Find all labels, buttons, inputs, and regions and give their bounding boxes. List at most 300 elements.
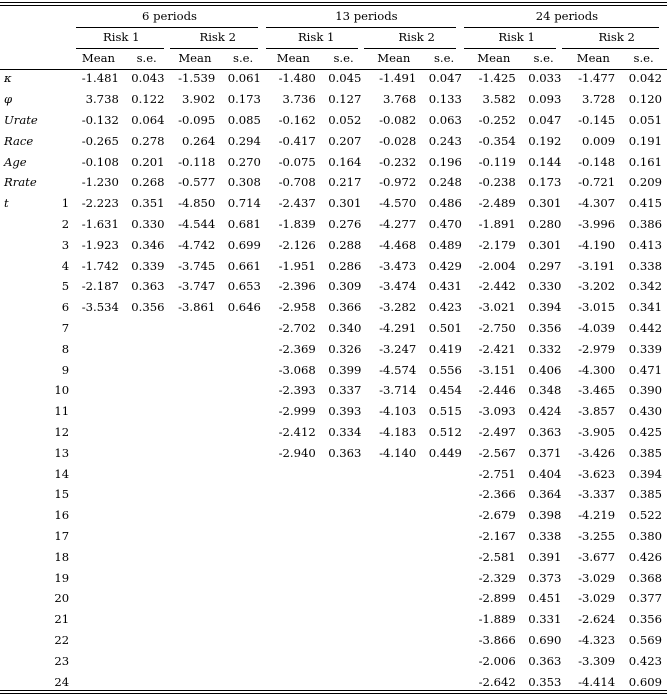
mean-cell: -3.309 (578, 653, 616, 668)
risk-underline (266, 48, 358, 49)
mean-cell: -2.437 (278, 196, 316, 211)
risk-header: Risk 1 (297, 29, 335, 44)
row-label (0, 609, 43, 630)
mean-cell: -4.574 (379, 362, 417, 377)
mean-cell: -3.093 (478, 404, 516, 419)
mean-cell: -0.972 (379, 175, 417, 190)
mean-cell: -3.623 (578, 466, 616, 481)
se-cell (124, 505, 170, 526)
se-cell: 0.047 (528, 112, 562, 127)
se-cell: 0.377 (628, 591, 662, 606)
se-cell: 0.243 (428, 133, 462, 148)
period-index: 16 (54, 508, 70, 523)
se-cell: 0.380 (628, 528, 662, 543)
se-cell: 0.394 (628, 466, 662, 481)
column-header-row (0, 48, 667, 69)
risk-header: Risk 2 (598, 29, 635, 44)
mean-cell (366, 505, 421, 526)
mean-cell (73, 651, 124, 672)
mean-cell: -2.396 (278, 279, 316, 294)
row-label (0, 318, 43, 339)
se-cell: 0.390 (628, 383, 662, 398)
table-row (0, 380, 667, 401)
mean-cell: -1.491 (379, 71, 417, 86)
estimates-table (0, 6, 667, 692)
mean-cell (73, 630, 124, 651)
se-cell: 0.398 (528, 508, 562, 523)
group-header-row (0, 6, 667, 27)
se-cell: 0.661 (227, 258, 261, 273)
row-label (0, 630, 43, 651)
se-cell: 0.363 (131, 279, 165, 294)
table-row (0, 568, 667, 589)
mean-cell: -3.747 (178, 279, 216, 294)
mean-cell: -0.577 (178, 175, 216, 190)
period-index: 9 (61, 362, 70, 377)
se-cell (220, 609, 266, 630)
mean-cell: 3.768 (383, 92, 417, 107)
table-row (0, 339, 667, 360)
mean-cell: -2.004 (478, 258, 516, 273)
row-label (0, 235, 43, 256)
table-row (0, 422, 667, 443)
mean-cell (366, 526, 421, 547)
row-label (0, 380, 43, 401)
table-row (0, 360, 667, 381)
bottom-rule (0, 690, 667, 691)
row-label (0, 360, 43, 381)
se-column-header: s.e. (533, 50, 554, 65)
se-cell: 0.371 (528, 445, 562, 460)
mean-cell (73, 380, 124, 401)
se-cell (220, 443, 266, 464)
se-cell: 0.288 (328, 237, 362, 252)
se-cell (421, 568, 467, 589)
se-cell: 0.339 (628, 341, 662, 356)
mean-cell (73, 443, 124, 464)
se-cell: 0.301 (328, 196, 362, 211)
mean-cell: -2.442 (478, 279, 516, 294)
mean-cell: -2.412 (278, 424, 316, 439)
se-cell: 0.419 (428, 341, 462, 356)
se-cell: 0.301 (528, 196, 562, 211)
row-label (0, 339, 43, 360)
header-rule (0, 69, 667, 70)
mean-column-header: Mean (576, 50, 610, 65)
row-label (0, 484, 43, 505)
se-cell: 0.363 (328, 445, 362, 460)
se-cell: 0.042 (628, 71, 662, 86)
group-underline (76, 27, 258, 28)
se-cell: 0.356 (628, 612, 662, 627)
mean-cell: -2.581 (478, 549, 516, 564)
mean-cell: -0.238 (478, 175, 516, 190)
se-cell: 0.646 (227, 300, 261, 315)
table-row (0, 152, 667, 173)
table-row (0, 297, 667, 318)
se-cell: 0.297 (528, 258, 562, 273)
mean-cell: -4.742 (178, 237, 216, 252)
se-cell: 0.373 (528, 570, 562, 585)
se-cell: 0.217 (328, 175, 362, 190)
row-label (0, 401, 43, 422)
mean-cell: 0.009 (581, 133, 616, 148)
mean-cell (73, 464, 124, 485)
se-cell: 0.394 (528, 300, 562, 315)
mean-cell: -4.277 (379, 216, 417, 231)
mean-cell: -3.677 (578, 549, 616, 564)
mean-cell: -2.567 (478, 445, 516, 460)
mean-cell: -2.393 (278, 383, 316, 398)
corner-cell (0, 6, 43, 27)
mean-cell: -2.702 (278, 320, 316, 335)
mean-cell: -1.631 (81, 216, 119, 231)
table-row (0, 609, 667, 630)
se-cell: 0.393 (328, 404, 362, 419)
se-cell: 0.425 (628, 424, 662, 439)
mean-cell (170, 505, 221, 526)
se-cell (321, 609, 367, 630)
period-index: 10 (54, 383, 70, 398)
period-index (43, 131, 73, 152)
mean-cell: -1.480 (278, 71, 316, 86)
mean-cell: -0.252 (478, 112, 516, 127)
se-cell: 0.522 (628, 508, 662, 523)
se-cell: 0.122 (131, 92, 165, 107)
mean-cell: 0.264 (182, 133, 216, 148)
mean-cell (266, 464, 321, 485)
row-label (0, 214, 43, 235)
se-cell (220, 484, 266, 505)
mean-cell (266, 588, 321, 609)
mean-cell (266, 547, 321, 568)
se-cell (321, 588, 367, 609)
row-label: Urate (4, 112, 38, 127)
se-cell: 0.191 (628, 133, 662, 148)
mean-cell: -4.219 (578, 508, 616, 523)
se-cell (421, 547, 467, 568)
se-cell: 0.120 (628, 92, 662, 107)
mean-cell: -3.151 (478, 362, 516, 377)
mean-cell: -2.999 (278, 404, 316, 419)
se-cell: 0.681 (227, 216, 261, 231)
se-cell: 0.364 (528, 487, 562, 502)
mean-cell (366, 609, 421, 630)
se-cell: 0.278 (131, 133, 165, 148)
risk-header: Risk 1 (498, 29, 535, 44)
table-row (0, 484, 667, 505)
mean-cell (366, 547, 421, 568)
se-cell: 0.356 (131, 300, 165, 315)
mean-cell: -4.291 (379, 320, 417, 335)
se-cell (321, 484, 367, 505)
mean-cell: -3.068 (278, 362, 316, 377)
mean-cell: -0.132 (81, 112, 119, 127)
period-index: 8 (61, 341, 70, 356)
se-cell: 0.061 (227, 71, 261, 86)
se-cell: 0.051 (628, 112, 662, 127)
mean-cell: -2.624 (578, 612, 616, 627)
mean-cell (73, 401, 124, 422)
table-row (0, 131, 667, 152)
mean-cell: -4.307 (578, 196, 616, 211)
se-cell (124, 484, 170, 505)
mean-cell: -2.223 (81, 196, 119, 211)
mean-cell: -0.162 (278, 112, 316, 127)
se-cell: 0.569 (628, 632, 662, 647)
se-cell: 0.356 (528, 320, 562, 335)
mean-cell: -3.465 (578, 383, 616, 398)
mean-cell (73, 526, 124, 547)
se-cell (220, 464, 266, 485)
se-cell (220, 422, 266, 443)
mean-cell (266, 505, 321, 526)
period-index: 20 (54, 591, 70, 606)
period-index: 17 (54, 528, 70, 543)
mean-cell (170, 630, 221, 651)
se-cell: 0.489 (428, 237, 462, 252)
period-index: 11 (54, 404, 70, 419)
mean-cell: -4.850 (178, 196, 216, 211)
se-cell (220, 651, 266, 672)
table-row (0, 443, 667, 464)
mean-cell: 3.902 (182, 92, 216, 107)
se-cell: 0.052 (328, 112, 362, 127)
se-column-header: s.e. (433, 50, 455, 65)
se-cell: 0.699 (227, 237, 261, 252)
se-cell: 0.308 (227, 175, 261, 190)
mean-cell: -0.028 (379, 133, 417, 148)
top-rule (0, 2, 667, 3)
se-cell: 0.609 (628, 674, 662, 689)
se-cell: 0.348 (528, 383, 562, 398)
mean-cell (170, 360, 221, 381)
se-cell: 0.454 (428, 383, 462, 398)
mean-cell: 3.736 (282, 92, 316, 107)
mean-cell: -1.539 (178, 71, 216, 86)
table-row (0, 630, 667, 651)
mean-cell: -0.095 (178, 112, 216, 127)
mean-cell: -1.742 (81, 258, 119, 273)
table-row (0, 526, 667, 547)
se-cell: 0.512 (428, 424, 462, 439)
se-cell: 0.501 (428, 320, 462, 335)
mean-cell (366, 484, 421, 505)
mean-cell: -0.721 (578, 175, 616, 190)
mean-cell: -3.426 (578, 445, 616, 460)
se-cell: 0.556 (428, 362, 462, 377)
mean-cell (170, 422, 221, 443)
se-cell (124, 526, 170, 547)
se-cell: 0.209 (628, 175, 662, 190)
se-cell: 0.471 (628, 362, 662, 377)
se-cell: 0.470 (428, 216, 462, 231)
se-cell: 0.368 (628, 570, 662, 585)
se-cell: 0.406 (528, 362, 562, 377)
mean-cell: -4.190 (578, 237, 616, 252)
se-cell: 0.093 (528, 92, 562, 107)
period-index: 21 (54, 612, 70, 627)
period-index: 4 (61, 258, 70, 273)
se-cell: 0.385 (628, 487, 662, 502)
mean-cell (73, 360, 124, 381)
se-cell: 0.196 (428, 154, 462, 169)
se-cell (220, 360, 266, 381)
period-index (43, 172, 73, 193)
mean-cell (170, 526, 221, 547)
se-cell: 0.280 (528, 216, 562, 231)
se-cell: 0.276 (328, 216, 362, 231)
mean-cell: -4.468 (379, 237, 417, 252)
se-cell: 0.192 (528, 133, 562, 148)
se-cell (124, 318, 170, 339)
table-row (0, 401, 667, 422)
mean-cell: -0.354 (478, 133, 516, 148)
se-cell (421, 630, 467, 651)
mean-cell: -3.015 (578, 300, 616, 315)
se-cell (124, 588, 170, 609)
mean-cell (366, 651, 421, 672)
mean-cell: -1.481 (81, 71, 119, 86)
table-row (0, 235, 667, 256)
risk-header: Risk 2 (398, 29, 435, 44)
mean-cell: -2.642 (478, 674, 516, 689)
se-cell: 0.085 (227, 112, 261, 127)
table-row (0, 89, 667, 110)
mean-cell (170, 443, 221, 464)
risk-underline (562, 48, 659, 49)
period-index: 19 (54, 570, 70, 585)
mean-cell (266, 630, 321, 651)
row-label: t (4, 196, 9, 211)
se-cell: 0.353 (528, 674, 562, 689)
se-cell: 0.391 (528, 549, 562, 564)
se-cell: 0.144 (528, 154, 562, 169)
mean-cell: -2.940 (278, 445, 316, 460)
table-row (0, 318, 667, 339)
mean-cell (170, 318, 221, 339)
mean-cell (170, 380, 221, 401)
se-cell: 0.127 (328, 92, 362, 107)
se-cell: 0.268 (131, 175, 165, 190)
se-cell (124, 339, 170, 360)
mean-cell (366, 464, 421, 485)
row-label (0, 505, 43, 526)
mean-cell: -2.899 (478, 591, 516, 606)
se-cell: 0.415 (628, 196, 662, 211)
row-label (0, 276, 43, 297)
risk-header: Risk 2 (199, 29, 236, 44)
mean-cell (73, 568, 124, 589)
mean-cell: -0.417 (278, 133, 316, 148)
se-cell: 0.423 (628, 653, 662, 668)
se-cell: 0.413 (628, 237, 662, 252)
mean-cell: -2.006 (478, 653, 516, 668)
se-cell: 0.366 (328, 300, 362, 315)
group-header: 24 periods (535, 9, 599, 23)
mean-cell: -3.282 (379, 300, 417, 315)
row-label (0, 547, 43, 568)
se-cell: 0.442 (628, 320, 662, 335)
se-cell (124, 630, 170, 651)
se-cell (220, 526, 266, 547)
mean-cell: -2.979 (578, 341, 616, 356)
row-label (0, 526, 43, 547)
se-cell (220, 630, 266, 651)
se-cell (421, 651, 467, 672)
mean-cell: -4.039 (578, 320, 616, 335)
se-column-header: s.e. (136, 50, 157, 65)
se-cell: 0.449 (428, 445, 462, 460)
se-cell (124, 443, 170, 464)
se-cell: 0.386 (628, 216, 662, 231)
se-cell: 0.173 (227, 92, 261, 107)
se-cell (220, 380, 266, 401)
mean-cell: -3.861 (178, 300, 216, 315)
corner-cell (43, 6, 73, 27)
mean-cell: -2.329 (478, 570, 516, 585)
mean-cell: -2.187 (81, 279, 119, 294)
period-index: 15 (54, 487, 70, 502)
mean-cell: -0.265 (81, 133, 119, 148)
period-index (43, 110, 73, 131)
table-body (0, 6, 667, 692)
se-cell: 0.338 (628, 258, 662, 273)
se-cell: 0.363 (528, 424, 562, 439)
table-row (0, 214, 667, 235)
group-header: 6 periods (142, 9, 197, 23)
se-cell: 0.331 (528, 612, 562, 627)
mean-cell: -0.145 (578, 112, 616, 127)
mean-cell: -0.148 (578, 154, 616, 169)
se-cell (421, 609, 467, 630)
mean-cell: -2.126 (278, 237, 316, 252)
se-cell (321, 505, 367, 526)
row-label (0, 651, 43, 672)
se-column-header: s.e. (233, 50, 254, 65)
se-cell: 0.399 (328, 362, 362, 377)
mean-cell: -3.866 (478, 632, 516, 647)
row-label: φ (4, 92, 13, 107)
se-cell: 0.309 (328, 279, 362, 294)
mean-cell: -0.118 (178, 154, 216, 169)
row-label (0, 464, 43, 485)
period-index: 1 (61, 196, 70, 211)
se-cell: 0.338 (528, 528, 562, 543)
table-row (0, 110, 667, 131)
period-index (43, 89, 73, 110)
period-index: 14 (54, 466, 70, 481)
mean-cell: -1.839 (278, 216, 316, 231)
mean-cell: -1.230 (81, 175, 119, 190)
mean-cell: 3.738 (85, 92, 119, 107)
mean-cell: -1.951 (278, 258, 316, 273)
mean-column-header: Mean (276, 50, 310, 65)
mean-column-header: Mean (477, 50, 511, 65)
mean-cell (73, 318, 124, 339)
se-cell: 0.363 (528, 653, 562, 668)
mean-cell: -1.891 (478, 216, 516, 231)
se-cell (124, 651, 170, 672)
mean-cell: -2.421 (478, 341, 516, 356)
se-cell (124, 360, 170, 381)
group-header: 13 periods (335, 9, 398, 23)
se-cell (220, 505, 266, 526)
mean-cell (170, 588, 221, 609)
risk-underline (464, 48, 556, 49)
mean-cell (266, 484, 321, 505)
mean-cell (366, 630, 421, 651)
